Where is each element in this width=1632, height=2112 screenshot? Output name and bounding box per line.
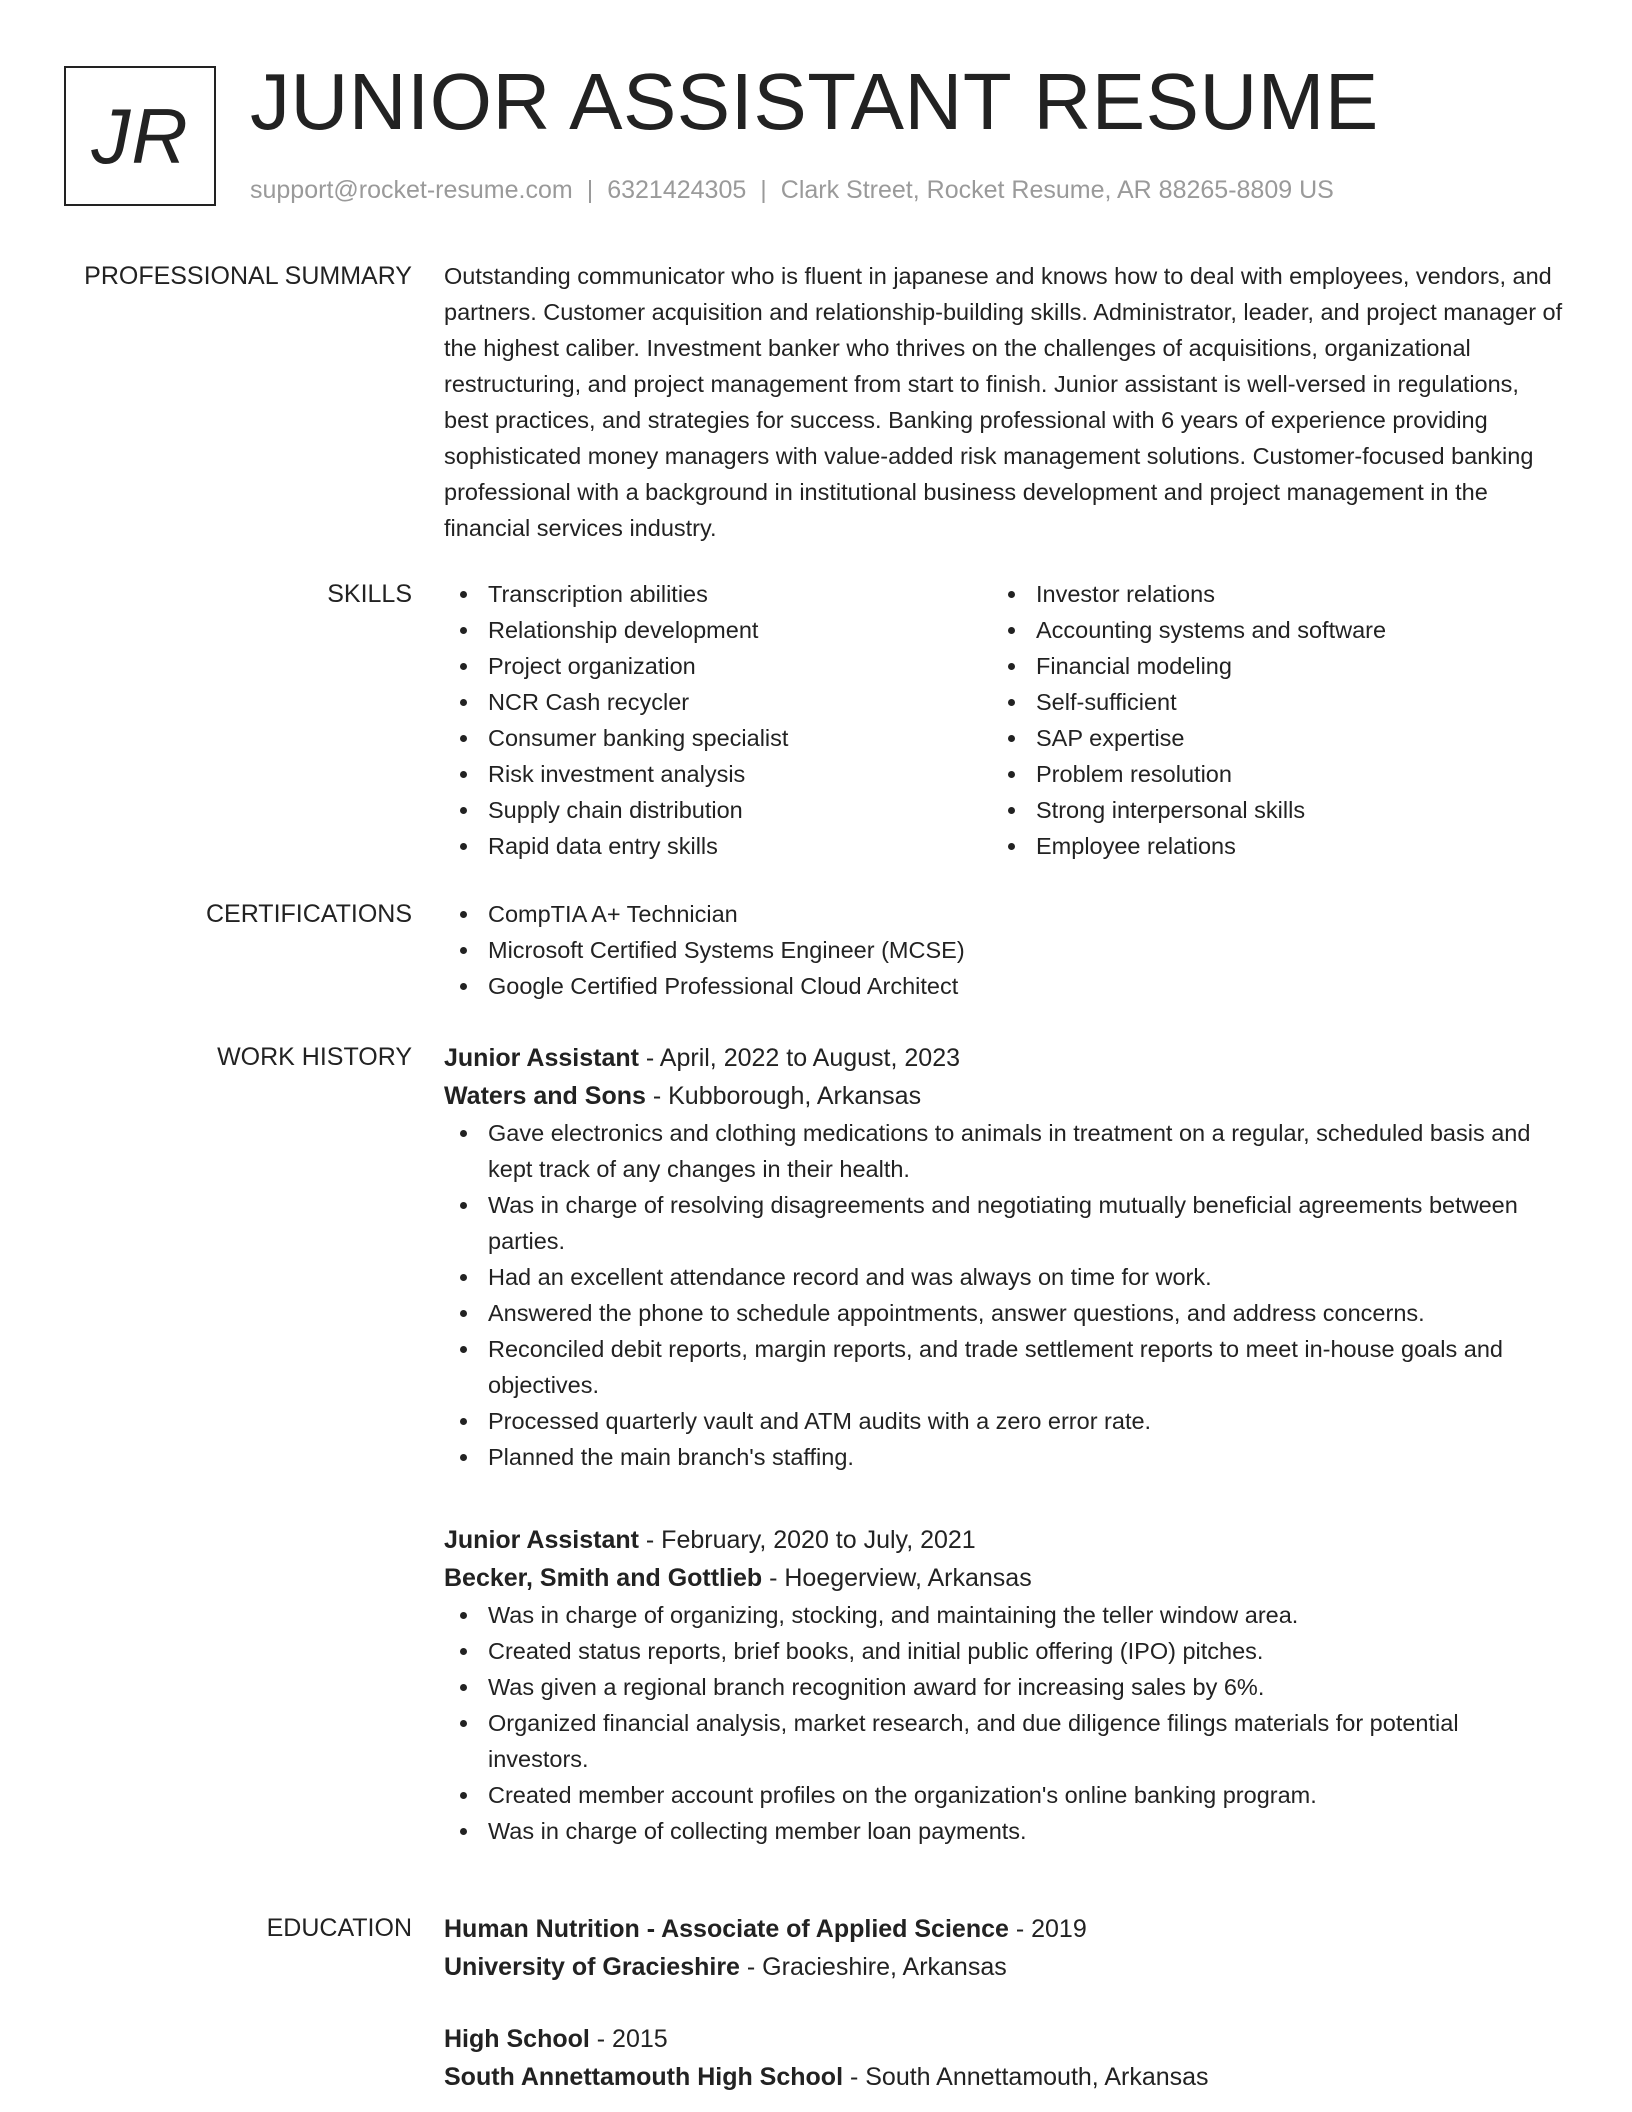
job-entry bbox=[444, 1521, 1564, 1849]
contact-separator: | bbox=[586, 176, 594, 204]
certifications-list bbox=[444, 896, 1564, 1004]
job-title-line bbox=[444, 1521, 1564, 1559]
job-duty: Reconciled debit reports, margin reports, and trade settlement reports to meet in-house goals and objectives. bbox=[444, 1331, 1564, 1403]
skills-list-left bbox=[444, 576, 992, 864]
job-duty: Created member account profiles on the organization's online banking program. bbox=[444, 1777, 1564, 1813]
skill-item: Transcription abilities bbox=[444, 576, 992, 612]
skill-item: SAP expertise bbox=[992, 720, 1540, 756]
job-duty: Was in charge of collecting member loan payments. bbox=[444, 1813, 1564, 1849]
education-school: South Annettamouth High School bbox=[444, 2063, 844, 2091]
contact-phone: 6321424305 bbox=[607, 176, 747, 204]
job-duties-list bbox=[444, 1115, 1564, 1475]
job-entry bbox=[444, 1039, 1564, 1475]
certification-item: Microsoft Certified Systems Engineer (MCSE) bbox=[444, 932, 1564, 968]
skill-item: Self-sufficient bbox=[992, 684, 1540, 720]
education-location: - South Annettamouth, Arkansas bbox=[843, 2063, 1209, 2091]
page-title: JUNIOR ASSISTANT RESUME bbox=[250, 57, 1379, 146]
skill-item: NCR Cash recycler bbox=[444, 684, 992, 720]
skill-item: Supply chain distribution bbox=[444, 792, 992, 828]
skill-item: Strong interpersonal skills bbox=[992, 792, 1540, 828]
job-title: Junior Assistant bbox=[444, 1044, 639, 1072]
contact-address: Clark Street, Rocket Resume, AR 88265-8809 US bbox=[780, 176, 1334, 204]
job-company: Waters and Sons bbox=[444, 1082, 646, 1110]
education-degree: Human Nutrition - Associate of Applied Science bbox=[444, 1915, 1009, 1943]
education-degree-line bbox=[444, 1910, 1564, 1948]
contact-line bbox=[250, 172, 1334, 208]
job-dates: - February, 2020 to July, 2021 bbox=[638, 1526, 976, 1554]
skill-item: Accounting systems and software bbox=[992, 612, 1540, 648]
certifications-label: CERTIFICATIONS bbox=[205, 900, 412, 928]
education-school-line bbox=[444, 2058, 1564, 2096]
summary-label: PROFESSIONAL SUMMARY bbox=[84, 262, 412, 290]
job-duty: Was given a regional branch recognition award for increasing sales by 6%. bbox=[444, 1669, 1564, 1705]
skill-item: Project organization bbox=[444, 648, 992, 684]
job-company-line bbox=[444, 1559, 1564, 1597]
job-duty: Organized financial analysis, market research, and due diligence filings materials for potential investors. bbox=[444, 1705, 1564, 1777]
skill-item: Relationship development bbox=[444, 612, 992, 648]
job-duty: Was in charge of resolving disagreements and negotiating mutually beneficial agreements between parties. bbox=[444, 1187, 1564, 1259]
skill-item: Rapid data entry skills bbox=[444, 828, 992, 864]
work-history-label: WORK HISTORY bbox=[217, 1043, 412, 1071]
contact-separator: | bbox=[760, 176, 767, 204]
skill-item: Financial modeling bbox=[992, 648, 1540, 684]
contact-email: support@rocket-resume.com bbox=[250, 176, 573, 204]
education-school-line bbox=[444, 1948, 1564, 1986]
job-duty: Was in charge of organizing, stocking, and maintaining the teller window area. bbox=[444, 1597, 1564, 1633]
job-title: Junior Assistant bbox=[444, 1526, 639, 1554]
job-dates: - April, 2022 to August, 2023 bbox=[638, 1044, 961, 1072]
skill-item: Employee relations bbox=[992, 828, 1540, 864]
job-title-line bbox=[444, 1039, 1564, 1077]
education-label: EDUCATION bbox=[266, 1914, 412, 1942]
skills-label: SKILLS bbox=[327, 580, 412, 608]
skill-item: Risk investment analysis bbox=[444, 756, 992, 792]
job-duty: Processed quarterly vault and ATM audits with a zero error rate. bbox=[444, 1403, 1564, 1439]
monogram-badge: JR bbox=[64, 66, 216, 206]
skill-item: Problem resolution bbox=[992, 756, 1540, 792]
job-location: - Kubborough, Arkansas bbox=[645, 1082, 922, 1110]
job-location: - Hoegerview, Arkansas bbox=[762, 1564, 1032, 1592]
job-duty: Answered the phone to schedule appointments, answer questions, and address concerns. bbox=[444, 1295, 1564, 1331]
education-school: University of Gracieshire bbox=[444, 1953, 740, 1981]
job-duties-list bbox=[444, 1597, 1564, 1849]
skill-item: Investor relations bbox=[992, 576, 1540, 612]
skill-item: Consumer banking specialist bbox=[444, 720, 992, 756]
job-duty: Planned the main branch's staffing. bbox=[444, 1439, 1564, 1475]
certification-item: Google Certified Professional Cloud Architect bbox=[444, 968, 1564, 1004]
job-duty: Had an excellent attendance record and was always on time for work. bbox=[444, 1259, 1564, 1295]
job-company-line bbox=[444, 1077, 1564, 1115]
education-location: - Gracieshire, Arkansas bbox=[739, 1953, 1007, 1981]
certification-item: CompTIA A+ Technician bbox=[444, 896, 1564, 932]
job-company: Becker, Smith and Gottlieb bbox=[444, 1564, 763, 1592]
education-degree-line bbox=[444, 2020, 1564, 2058]
job-duty: Gave electronics and clothing medications to animals in treatment on a regular, scheduled basis and kept track of any changes in their health. bbox=[444, 1115, 1564, 1187]
summary-text: Outstanding communicator who is fluent in japanese and knows how to deal with employees, vendors, and partners. Customer acquisition and relationship-building skills. Administrator, leader, and project manager of the highest caliber. Investment banker who thrives on the challenges of acquisitions, organizational restructuring, and project management from start to finish. Junior assistant is well-versed in regulations, best practices, and strategies for success. Banking professional with 6 years of experience providing sophisticated money managers with value-added risk management solutions. Customer-focused banking professional with a background in institutional business development and project management in the financial services industry. bbox=[444, 263, 1563, 541]
job-duty: Created status reports, brief books, and initial public offering (IPO) pitches. bbox=[444, 1633, 1564, 1669]
skills-list-right bbox=[992, 576, 1540, 864]
education-year: - 2015 bbox=[589, 2025, 668, 2053]
education-degree: High School bbox=[444, 2025, 590, 2053]
education-year: - 2019 bbox=[1008, 1915, 1087, 1943]
